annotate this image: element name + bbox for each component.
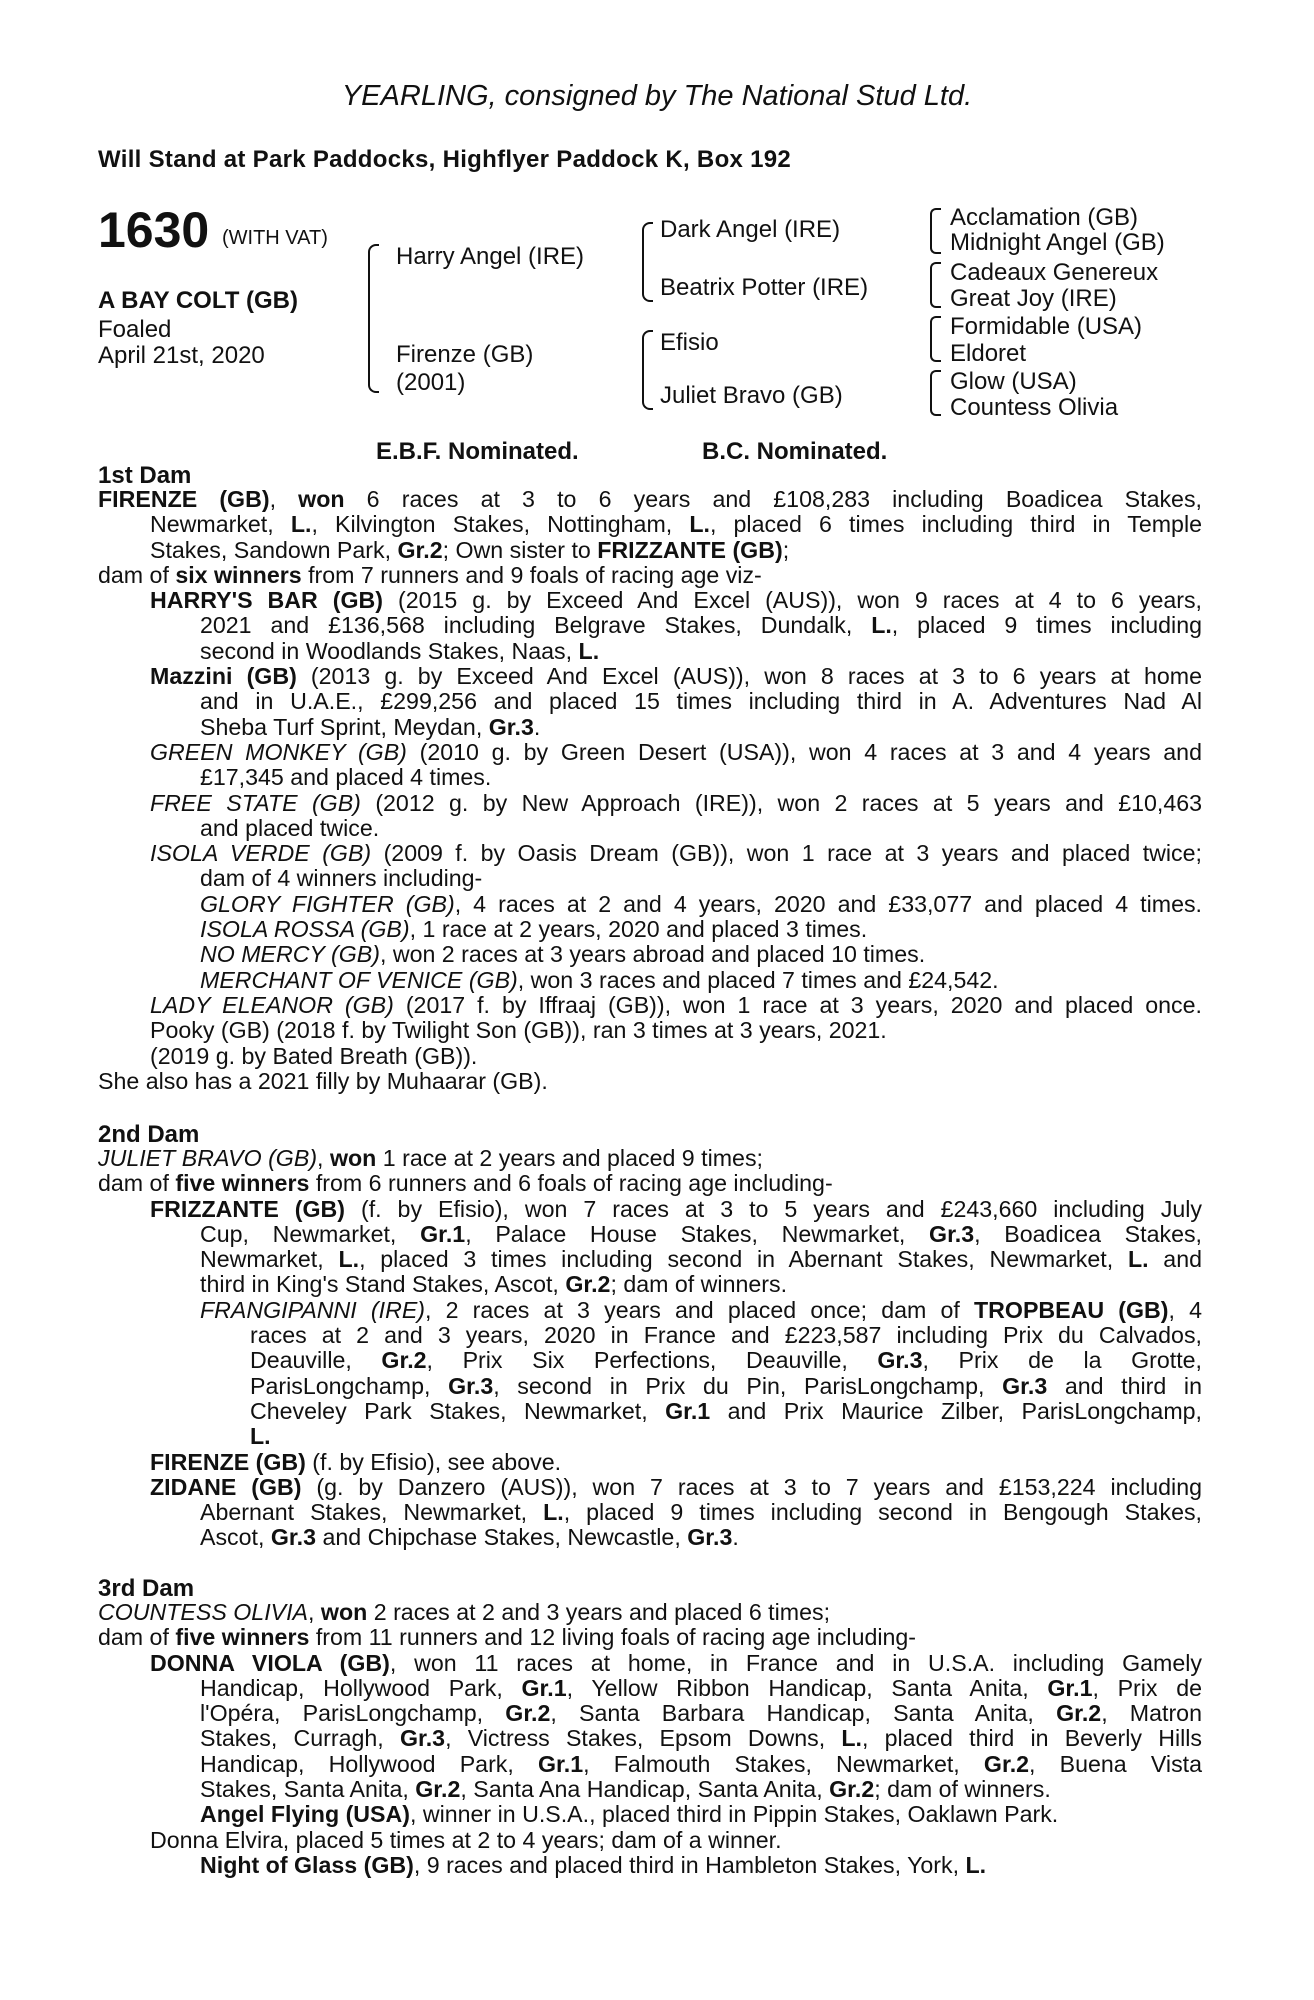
text-line: Mazzini (GB) (2013 g. by Exceed And Excel (AUS)), won 8 races at 3 to 6 years at home	[150, 663, 1202, 690]
pedigree-brace	[930, 370, 941, 416]
second-dam-text	[98, 1146, 1202, 1551]
text-line: FIRENZE (GB), won 6 races at 3 to 6 years and £108,283 including Boadicea Stakes,	[98, 486, 1202, 512]
text-line: FRIZZANTE (GB) (f. by Efisio), won 7 races at 3 to 5 years and £243,660 including July	[150, 1195, 1202, 1222]
text-line: races at 2 and 3 years, 2020 in France and £223,587 including Prix du Calvados,	[250, 1322, 1202, 1349]
pedigree-brace	[642, 222, 653, 302]
text-line: and placed twice.	[200, 814, 380, 841]
text-line: Abernant Stakes, Newmarket, L., placed 9 times including second in Bengough Stakes,	[200, 1499, 1202, 1526]
catalogue-heading: YEARLING, consigned by The National Stud Ltd.	[341, 80, 973, 112]
text-line: Newmarket, L., placed 3 times including second in Abernant Stakes, Newmarket, L. and	[200, 1246, 1202, 1273]
text-line: l'Opéra, ParisLongchamp, Gr.2, Santa Barbara Handicap, Santa Anita, Gr.2, Matron	[200, 1700, 1202, 1727]
foaled-label: Foaled	[98, 316, 172, 343]
text-line: Cheveley Park Stakes, Newmarket, Gr.1 and Prix Maurice Zilber, ParisLongchamp,	[250, 1397, 1202, 1424]
text-line: GREEN MONKEY (GB) (2010 g. by Green Desert (USA)), won 4 races at 3 and 4 years and	[150, 738, 1202, 765]
text-line: Pooky (GB) (2018 f. by Twilight Son (GB)), ran 3 times at 3 years, 2021.	[150, 1017, 887, 1044]
bc-nomination: B.C. Nominated.	[702, 438, 888, 465]
dam-dam: Juliet Bravo (GB)	[660, 382, 843, 409]
ancestor: Cadeaux Genereux	[950, 259, 1159, 286]
text-line: LADY ELEANOR (GB) (2017 f. by Iffraaj (GB)), won 1 race at 3 years, 2020 and placed once.	[150, 991, 1202, 1018]
horse-description: A BAY COLT (GB)	[98, 287, 299, 314]
pedigree-brace	[642, 330, 653, 410]
text-line: dam of 4 winners including-	[200, 865, 483, 892]
text-line: Night of Glass (GB), 9 races and placed third in Hambleton Stakes, York, L.	[200, 1851, 987, 1878]
text-line: Newmarket, L., Kilvington Stakes, Nottingham, L., placed 6 times including third in Temple	[150, 511, 1202, 538]
text-line: Stakes, Sandown Park, Gr.2; Own sister to FRIZZANTE (GB);	[150, 536, 790, 563]
text-line: GLORY FIGHTER (GB), 4 races at 2 and 4 years, 2020 and £33,077 and placed 4 times.	[200, 890, 1203, 917]
text-line: dam of five winners from 6 runners and 6 foals of racing age including-	[98, 1170, 833, 1197]
sire-sire: Dark Angel (IRE)	[660, 216, 841, 243]
third-dam-heading: 3rd Dam	[98, 1575, 195, 1602]
third-dam-text	[98, 1600, 1202, 1878]
text-line: 2021 and £136,568 including Belgrave Stakes, Dundalk, L., placed 9 times including	[200, 612, 1202, 639]
text-line: MERCHANT OF VENICE (GB), won 3 races and placed 7 times and £24,542.	[200, 966, 999, 993]
text-line: dam of six winners from 7 runners and 9 foals of racing age viz-	[98, 561, 762, 588]
vat-note: (WITH VAT)	[222, 227, 328, 249]
ancestor: Formidable (USA)	[950, 313, 1143, 340]
text-line: ISOLA VERDE (GB) (2009 f. by Oasis Dream (GB)), won 1 race at 3 years and placed twice;	[150, 840, 1202, 867]
ancestor: Glow (USA)	[950, 368, 1077, 395]
text-line: DONNA VIOLA (GB), won 11 races at home, in France and in U.S.A. including Gamely	[150, 1649, 1202, 1676]
text-line: She also has a 2021 filly by Muhaarar (GB).	[98, 1067, 548, 1094]
text-line: ZIDANE (GB) (g. by Danzero (AUS)), won 7 races at 3 to 7 years and £153,224 including	[150, 1473, 1203, 1500]
text-line: and in U.A.E., £299,256 and placed 15 times including third in A. Adventures Nad Al	[200, 688, 1202, 715]
text-line: (2019 g. by Bated Breath (GB)).	[150, 1042, 478, 1069]
text-line: L.	[250, 1423, 271, 1450]
text-line: NO MERCY (GB), won 2 races at 3 years abroad and placed 10 times.	[200, 941, 926, 968]
ebf-nomination: E.B.F. Nominated.	[376, 438, 579, 465]
text-line: Handicap, Hollywood Park, Gr.1, Falmouth Stakes, Newmarket, Gr.2, Buena Vista	[200, 1750, 1203, 1777]
sire-dam: Beatrix Potter (IRE)	[660, 274, 869, 301]
text-line: third in King's Stand Stakes, Ascot, Gr.2; dam of winners.	[200, 1271, 788, 1298]
pedigree-brace	[930, 316, 941, 362]
text-line: FREE STATE (GB) (2012 g. by New Approach (IRE)), won 2 races at 5 years and £10,463	[150, 789, 1203, 816]
ancestor: Great Joy (IRE)	[950, 285, 1117, 312]
dam: Firenze (GB)	[396, 341, 534, 368]
ancestor: Acclamation (GB)	[950, 204, 1139, 231]
first-dam-heading: 1st Dam	[98, 462, 192, 489]
text-line: Angel Flying (USA), winner in U.S.A., placed third in Pippin Stakes, Oaklawn Park.	[200, 1801, 1059, 1828]
text-line: Sheba Turf Sprint, Meydan, Gr.3.	[200, 713, 541, 740]
ancestor: Eldoret	[950, 340, 1027, 367]
text-line: ParisLongchamp, Gr.3, second in Prix du Pin, ParisLongchamp, Gr.3 and third in	[250, 1372, 1202, 1399]
text-line: dam of five winners from 11 runners and 12 living foals of racing age including-	[98, 1624, 917, 1651]
second-dam-heading: 2nd Dam	[98, 1121, 200, 1148]
foaled-date: April 21st, 2020	[98, 342, 265, 369]
text-line: COUNTESS OLIVIA, won 2 races at 2 and 3 years and placed 6 times;	[98, 1599, 831, 1625]
text-line: Handicap, Hollywood Park, Gr.1, Yellow Ribbon Handicap, Santa Anita, Gr.1, Prix de	[200, 1674, 1202, 1701]
text-line: FRANGIPANNI (IRE), 2 races at 3 years and placed once; dam of TROPBEAU (GB), 4	[200, 1296, 1203, 1323]
text-line: Ascot, Gr.3 and Chipchase Stakes, Newcastle, Gr.3.	[200, 1524, 739, 1551]
dam-year: (2001)	[396, 369, 466, 396]
text-line: ISOLA ROSSA (GB), 1 race at 2 years, 2020 and placed 3 times.	[200, 916, 868, 943]
lot-number: 1630	[98, 202, 210, 258]
sire: Harry Angel (IRE)	[396, 243, 585, 270]
text-line: £17,345 and placed 4 times.	[200, 764, 492, 791]
text-line: Stakes, Curragh, Gr.3, Victress Stakes, Epsom Downs, L., placed third in Beverly Hills	[200, 1725, 1203, 1752]
stand-location: Will Stand at Park Paddocks, Highflyer Paddock K, Box 192	[98, 146, 792, 173]
pedigree-brace	[368, 244, 379, 393]
ancestor: Countess Olivia	[950, 394, 1119, 421]
text-line: Stakes, Santa Anita, Gr.2, Santa Ana Handicap, Santa Anita, Gr.2; dam of winners.	[200, 1776, 1051, 1803]
dam-sire: Efisio	[660, 329, 719, 356]
text-line: Deauville, Gr.2, Prix Six Perfections, Deauville, Gr.3, Prix de la Grotte,	[250, 1347, 1202, 1374]
text-line: Cup, Newmarket, Gr.1, Palace House Stakes, Newmarket, Gr.3, Boadicea Stakes,	[200, 1220, 1202, 1247]
text-line: Donna Elvira, placed 5 times at 2 to 4 years; dam of a winner.	[150, 1826, 782, 1853]
pedigree-brace	[930, 262, 941, 308]
ancestor: Midnight Angel (GB)	[950, 229, 1165, 256]
pedigree-brace	[930, 208, 941, 254]
first-dam-text	[98, 487, 1202, 1094]
text-line: FIRENZE (GB) (f. by Efisio), see above.	[150, 1448, 562, 1475]
text-line: second in Woodlands Stakes, Naas, L.	[200, 637, 600, 664]
text-line: JULIET BRAVO (GB), won 1 race at 2 years and placed 9 times;	[98, 1145, 763, 1171]
text-line: HARRY'S BAR (GB) (2015 g. by Exceed And Excel (AUS)), won 9 races at 4 to 6 years,	[150, 587, 1203, 614]
